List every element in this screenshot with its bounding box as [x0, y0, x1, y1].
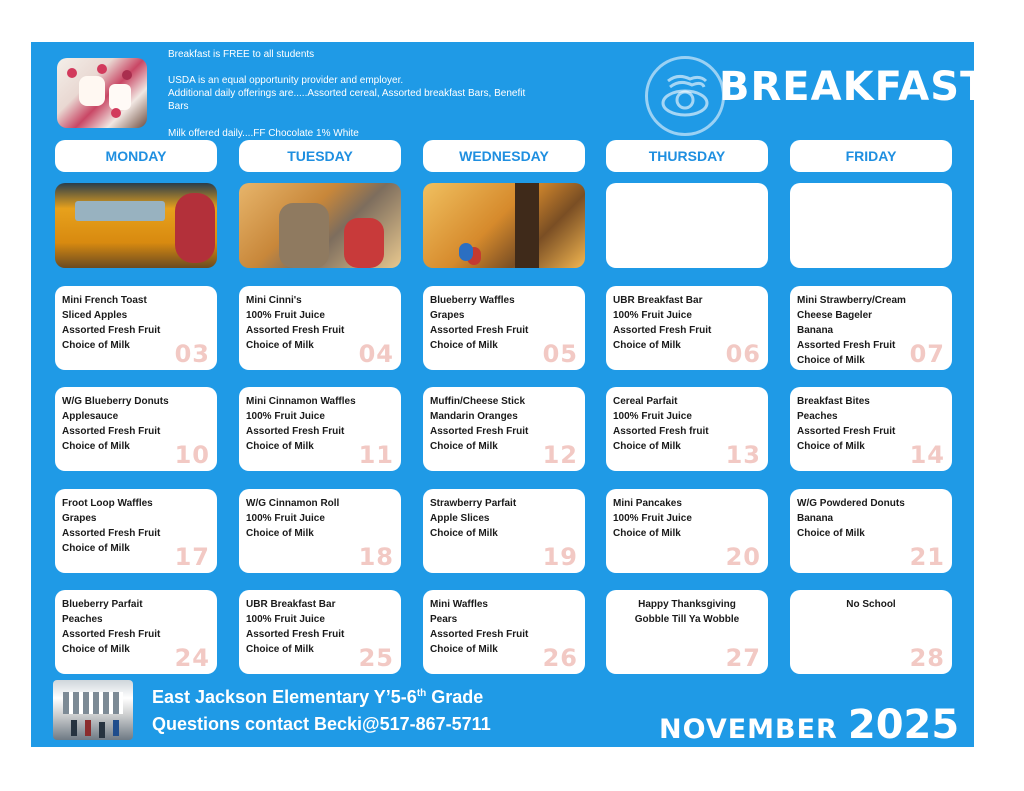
- note-milk: Milk offered daily....FF Chocolate 1% White: [168, 128, 359, 139]
- date-number: 10: [174, 441, 210, 469]
- photo-placeholder-thursday: [606, 183, 768, 268]
- menu-item: Assorted Fresh Fruit: [797, 426, 896, 437]
- menu-item: 100% Fruit Juice: [246, 513, 325, 524]
- menu-item: Choice of Milk: [62, 543, 130, 554]
- menu-item: Assorted Fresh Fruit: [62, 426, 161, 437]
- menu-items: [797, 496, 946, 541]
- menu-item: W/G Blueberry Donuts: [62, 396, 169, 407]
- menu-item: Choice of Milk: [246, 644, 314, 655]
- date-number: 12: [542, 441, 578, 469]
- menu-item: Choice of Milk: [430, 644, 498, 655]
- menu-item: Mini Cinni's: [246, 295, 302, 306]
- menu-item: Muffin/Cheese Stick: [430, 396, 526, 407]
- menu-item: Applesauce: [62, 411, 119, 422]
- menu-item: Mini Waffles: [430, 599, 488, 610]
- breakfast-title: BREAKFAST: [719, 64, 989, 110]
- menu-day-cell: [423, 286, 585, 370]
- menu-day-cell: [790, 590, 952, 674]
- day-header-friday: FRIDAY: [790, 140, 952, 172]
- menu-item: Assorted Fresh Fruit: [430, 629, 529, 640]
- menu-item: Strawberry Parfait: [430, 498, 517, 509]
- menu-item: Choice of Milk: [62, 340, 130, 351]
- menu-day-cell: [55, 286, 217, 370]
- menu-item: Assorted Fresh fruit: [613, 426, 709, 437]
- menu-item: 100% Fruit Juice: [246, 310, 325, 321]
- footer-photo-school: [53, 680, 133, 740]
- menu-item: Choice of Milk: [430, 340, 498, 351]
- menu-day-cell: [423, 387, 585, 471]
- photo-placeholder-friday: [790, 183, 952, 268]
- menu-item: Choice of Milk: [613, 340, 681, 351]
- menu-item: Cereal Parfait: [613, 396, 678, 407]
- menu-item: Banana: [797, 513, 834, 524]
- menu-day-cell: [790, 489, 952, 573]
- menu-item: Blueberry Parfait: [62, 599, 143, 610]
- menu-item: Assorted Fresh Fruit: [613, 325, 712, 336]
- menu-day-cell: [55, 590, 217, 674]
- menu-item: W/G Cinnamon Roll: [246, 498, 340, 509]
- menu-day-cell: [606, 387, 768, 471]
- date-number: 28: [909, 644, 945, 672]
- date-number: 03: [174, 340, 210, 368]
- note-additional-offerings-cont: Bars: [168, 101, 189, 112]
- day-header-wednesday: WEDNESDAY: [423, 140, 585, 172]
- menu-day-cell: [790, 286, 952, 370]
- header-photo-breakfast-plate: [57, 58, 147, 128]
- menu-item: Choice of Milk: [797, 355, 865, 366]
- menu-item: Assorted Fresh Fruit: [62, 528, 161, 539]
- menu-item: Assorted Fresh Fruit: [246, 629, 345, 640]
- menu-item: Choice of Milk: [797, 441, 865, 452]
- school-name: East Jackson Elementary Y’5-6th Grade: [152, 687, 484, 707]
- month-label: NOVEMBER: [659, 714, 838, 745]
- menu-item: Pears: [430, 614, 458, 625]
- menu-item: Banana: [797, 325, 834, 336]
- menu-day-cell: [239, 590, 401, 674]
- menu-day-cell: [606, 286, 768, 370]
- menu-item: Choice of Milk: [613, 441, 681, 452]
- menu-item: Gobble Till Ya Wobble: [634, 614, 740, 625]
- menu-item: Assorted Fresh Fruit: [430, 325, 529, 336]
- menu-item: Mini Pancakes: [613, 498, 682, 509]
- menu-item: Froot Loop Waffles: [62, 498, 153, 509]
- menu-item: Choice of Milk: [246, 340, 314, 351]
- day-header-tuesday: TUESDAY: [239, 140, 401, 172]
- menu-item: 100% Fruit Juice: [246, 614, 325, 625]
- menu-item: 100% Fruit Juice: [613, 310, 692, 321]
- date-number: 24: [174, 644, 210, 672]
- menu-items: [430, 496, 579, 541]
- menu-item: Peaches: [797, 411, 838, 422]
- menu-day-cell: [423, 489, 585, 573]
- menu-item: Mini Cinnamon Waffles: [246, 396, 356, 407]
- day-header-thursday: THURSDAY: [606, 140, 768, 172]
- year-label: 2025: [847, 702, 960, 748]
- menu-item: Happy Thanksgiving: [638, 599, 736, 610]
- date-number: 13: [725, 441, 761, 469]
- menu-items: [246, 496, 395, 541]
- date-number: 14: [909, 441, 945, 469]
- menu-day-cell: [239, 489, 401, 573]
- date-number: 17: [174, 543, 210, 571]
- menu-item: Mini French Toast: [62, 295, 147, 306]
- note-additional-offerings: Additional daily offerings are.....Assorted cereal, Assorted breakfast Bars, Benefit: [168, 88, 526, 99]
- date-number: 19: [542, 543, 578, 571]
- menu-day-cell: [55, 489, 217, 573]
- menu-item: Mandarin Oranges: [430, 411, 518, 422]
- menu-item: Breakfast Bites: [797, 396, 870, 407]
- menu-day-cell: [239, 286, 401, 370]
- menu-item: No School: [846, 599, 896, 610]
- menu-item: 100% Fruit Juice: [246, 411, 325, 422]
- menu-item: Cheese Bageler: [797, 310, 873, 321]
- date-number: 04: [358, 340, 394, 368]
- menu-item: Assorted Fresh Fruit: [797, 340, 896, 351]
- menu-day-cell: [423, 590, 585, 674]
- menu-item: Assorted Fresh Fruit: [246, 426, 345, 437]
- contact-info: Questions contact Becki@517-867-5711: [152, 714, 491, 734]
- menu-item: 100% Fruit Juice: [613, 513, 692, 524]
- date-number: 26: [542, 644, 578, 672]
- date-number: 27: [725, 644, 761, 672]
- menu-item: W/G Powdered Donuts: [797, 498, 905, 509]
- month-year: [659, 702, 959, 748]
- menu-item: Assorted Fresh Fruit: [62, 629, 161, 640]
- menu-item: Choice of Milk: [797, 528, 865, 539]
- date-number: 21: [909, 543, 945, 571]
- menu-item: Choice of Milk: [430, 441, 498, 452]
- menu-item: Choice of Milk: [613, 528, 681, 539]
- date-number: 05: [542, 340, 578, 368]
- menu-day-cell: [606, 590, 768, 674]
- date-number: 20: [725, 543, 761, 571]
- date-number: 11: [358, 441, 394, 469]
- day-header-monday: MONDAY: [55, 140, 217, 172]
- menu-items: [613, 496, 762, 541]
- date-number: 06: [725, 340, 761, 368]
- menu-item: Blueberry Waffles: [430, 295, 515, 306]
- menu-items: [790, 597, 952, 612]
- menu-item: Assorted Fresh Fruit: [430, 426, 529, 437]
- menu-sheet: [31, 42, 989, 748]
- menu-item: Apple Slices: [430, 513, 490, 524]
- photo-autumn-walk: [423, 183, 585, 268]
- note-usda: USDA is an equal opportunity provider and employer.: [168, 75, 404, 86]
- menu-item: UBR Breakfast Bar: [613, 295, 703, 306]
- menu-item: Grapes: [430, 310, 465, 321]
- photo-students-backpacks: [239, 183, 401, 268]
- breakfast-plate-icon: [645, 56, 725, 136]
- date-number: 25: [358, 644, 394, 672]
- menu-day-cell: [606, 489, 768, 573]
- menu-item: Choice of Milk: [246, 528, 314, 539]
- date-number: 07: [909, 340, 945, 368]
- menu-item: Mini Strawberry/Cream: [797, 295, 906, 306]
- menu-items: [606, 597, 768, 627]
- note-free-breakfast: Breakfast is FREE to all students: [168, 49, 315, 60]
- menu-item: Grapes: [62, 513, 97, 524]
- menu-day-cell: [790, 387, 952, 471]
- menu-day-cell: [55, 387, 217, 471]
- menu-item: Sliced Apples: [62, 310, 128, 321]
- menu-item: Assorted Fresh Fruit: [246, 325, 345, 336]
- menu-item: Assorted Fresh Fruit: [62, 325, 161, 336]
- photo-school-bus: [55, 183, 217, 268]
- menu-item: UBR Breakfast Bar: [246, 599, 336, 610]
- menu-item: Peaches: [62, 614, 103, 625]
- menu-day-cell: [239, 387, 401, 471]
- menu-item: Choice of Milk: [246, 441, 314, 452]
- date-number: 18: [358, 543, 394, 571]
- menu-item: 100% Fruit Juice: [613, 411, 692, 422]
- menu-item: Choice of Milk: [62, 644, 130, 655]
- menu-item: Choice of Milk: [430, 528, 498, 539]
- menu-item: Choice of Milk: [62, 441, 130, 452]
